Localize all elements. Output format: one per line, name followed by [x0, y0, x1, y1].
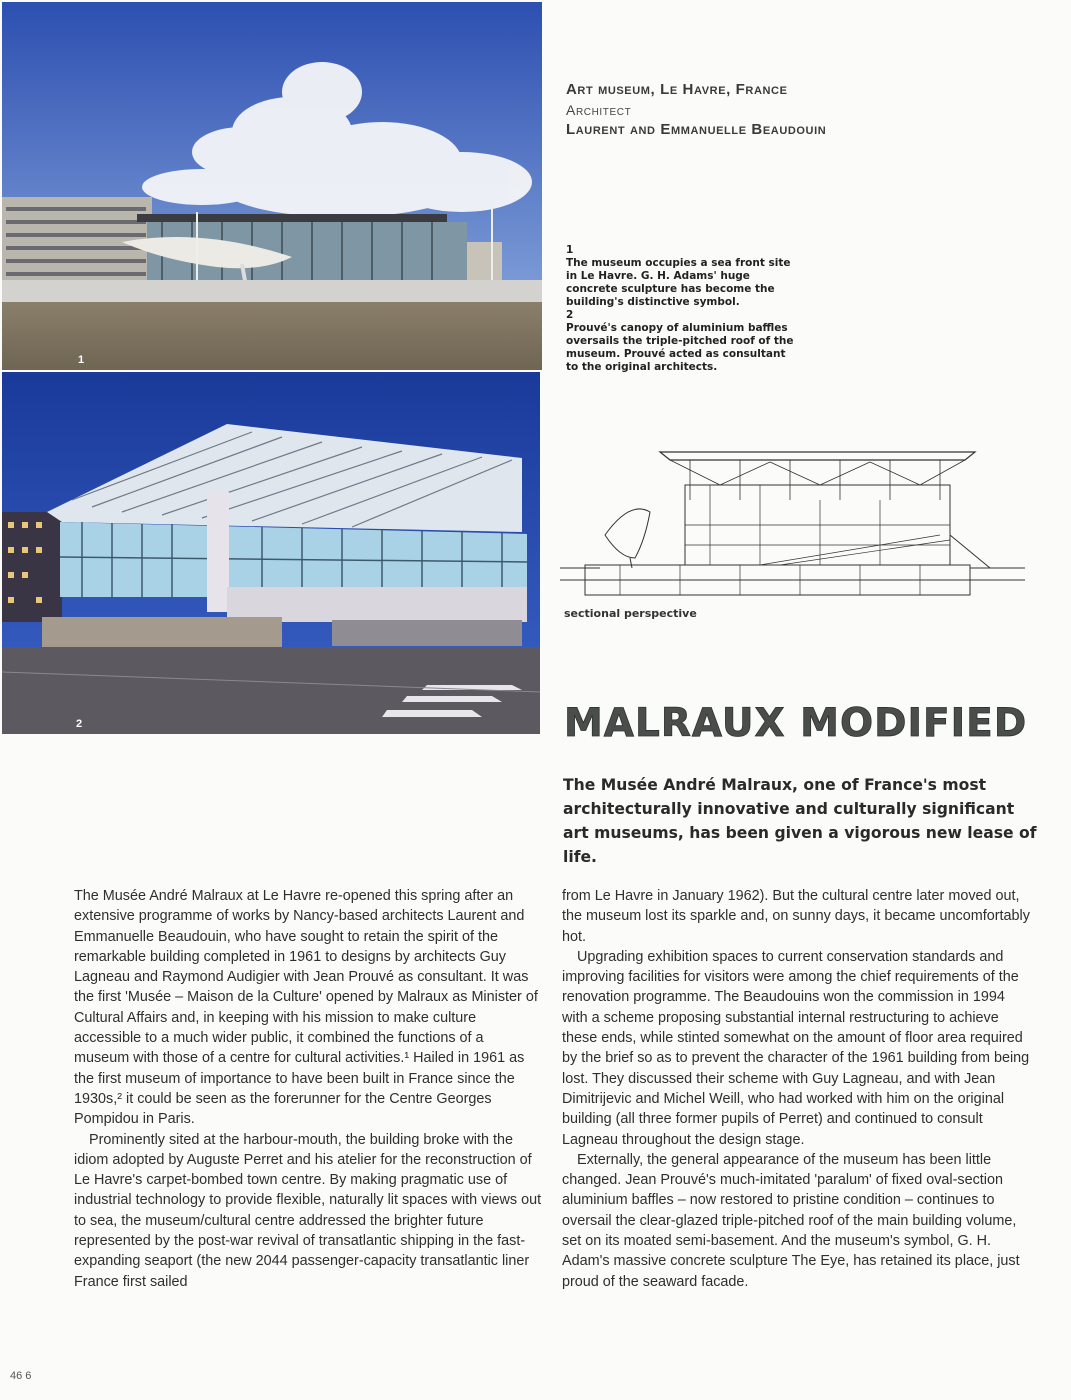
body-paragraph: from Le Havre in January 1962). But the cultural centre later moved out, the museum lost its sparkle and, on sunny days, it became uncomfortably hot. [562, 888, 1030, 945]
project-credits [566, 80, 1046, 140]
architect-names: Laurent and Emmanuelle Beaudouin [566, 121, 827, 138]
photo-captions [566, 244, 798, 374]
caption-2-text: Prouvé's canopy of aluminium baffles oversails the triple-pitched roof of the museum. Prouvé acted as consultant to the original architects. [566, 322, 794, 373]
article-headline: MALRAUX MODIFIED [564, 701, 1028, 746]
caption-1-number: 1 [566, 244, 574, 256]
section-label: sectional perspective [564, 607, 697, 620]
museum-exterior-photo [2, 2, 542, 370]
body-paragraph: Prominently sited at the harbour-mouth, the building broke with the idiom adopted by Auguste Perret and his atelier for the reconstruction of Le Havre's carpet-bombed town centre. By making pragmatic use of industrial technology to provide flexible, naturally lit spaces with views out to sea, the museum/cultural centre addressed the brighter future represented by the post-war revival of transatlantic shipping in the fast-expanding seaport (the new 2044 passenger-capacity transatlantic liner France first sailed [74, 1131, 542, 1290]
museum-night-photo [2, 372, 540, 734]
credit-role: Architect [566, 102, 632, 118]
article-standfirst: The Musée André Malraux, one of France's most architecturally innovative and culturally significant art museums, has been given a vigorous new lease of life. [563, 776, 1037, 866]
body-paragraph: The Musée André Malraux at Le Havre re-opened this spring after an extensive programme of works by Nancy-based architects Laurent and Emmanuelle Beaudouin, who have sought to retain the spirit of the remarkable building completed in 1961 to designs by architects Guy Lagneau and Raymond Audigier with Jean Prouvé as consultant. It was the first 'Musée – Maison de la Culture' opened by Malraux as Minister of Cultural Affairs and, in keeping with his mission to make culture accessible to a much wider public, it combined the functions of a museum with those of a centre for cultural activities.¹ Hailed in 1961 as the first museum of importance to have been built in France since the 1930s,² it could be seen as the forerunner for the Centre Georges Pompidou in Paris. [74, 888, 538, 1128]
caption-2-number: 2 [566, 309, 574, 321]
photo-1-number: 1 [78, 354, 85, 366]
caption-1-text: The museum occupies a sea front site in Le Havre. G. H. Adams' huge concrete sculpture has become the building's distinctive symbol. [566, 257, 791, 308]
body-paragraph: Upgrading exhibition spaces to current conservation standards and improving facilities for visitors were among the chief requirements of the renovation programme. The Beaudouins won the commission in 1994 with a scheme proposing substantial internal restructuring to achieve these ends, while stinted somewhat on the amount of floor area required by the brief so as to prevent the character of the 1961 building from being lost. They discussed their scheme with Guy Lagneau, and with Jean Dimitrijevic and Michel Weill, who had worked with him on the original building (all three former pupils of Perret) and continued to consult Lagneau throughout the design stage. [562, 948, 1030, 1148]
body-paragraph: Externally, the general appearance of the museum has been little changed. Jean Prouvé's much-imitated 'paralum' of fixed oval-section aluminium baffles – now restored to pristine condition – continues to oversail the clear-glazed triple-pitched roof of the main building volume, set on its moated semi-basement. And the museum's symbol, G. H. Adam's massive concrete sculpture The Eye, has retained its place, just proud of the seaward facade. [562, 1151, 1020, 1290]
photo-2-number: 2 [76, 718, 83, 730]
body-column-right [562, 886, 1030, 1292]
body-column-left [74, 886, 542, 1292]
page-folio: 46 6 [10, 1370, 32, 1382]
project-title: Art museum, Le Havre, France [566, 81, 788, 98]
sectional-perspective-drawing [560, 440, 1030, 605]
